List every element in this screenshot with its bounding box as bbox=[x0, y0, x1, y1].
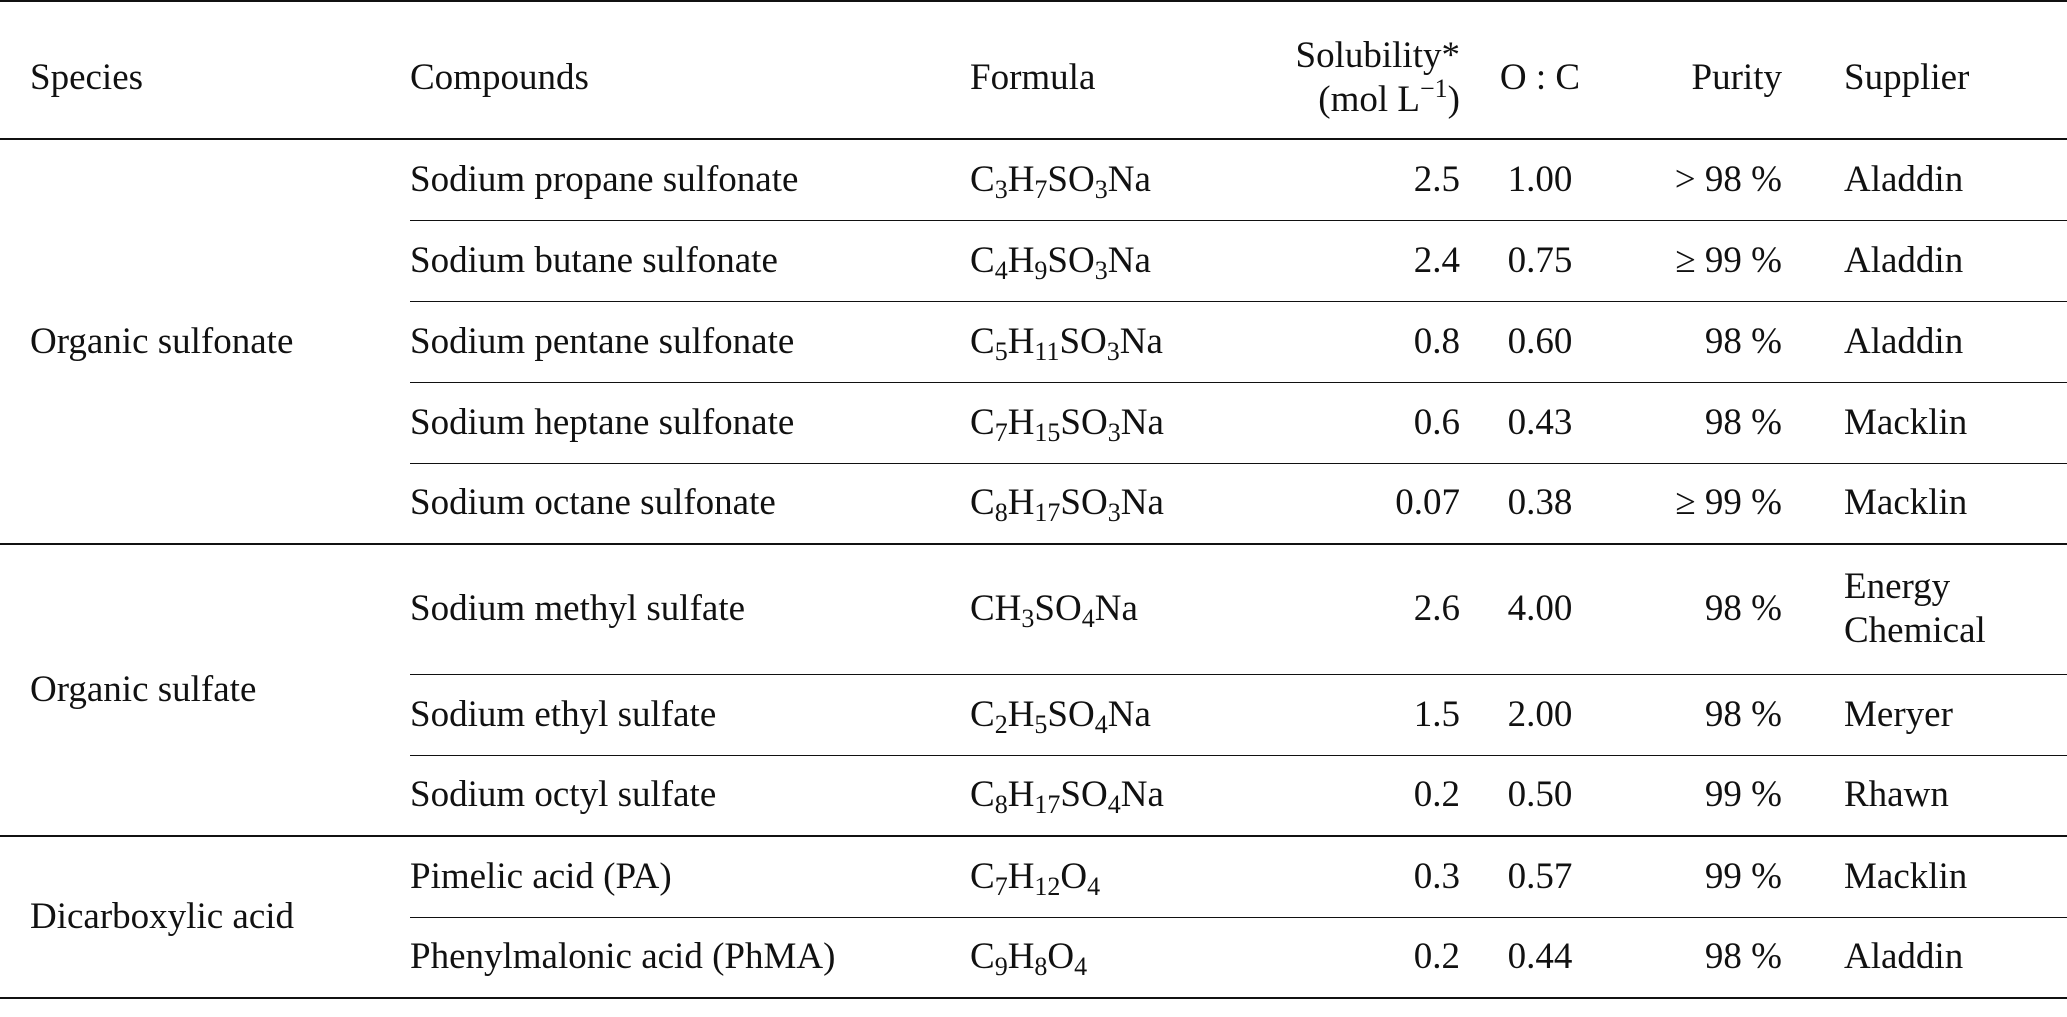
formula-element: Na bbox=[1120, 401, 1164, 443]
species-cell: Organic sulfonate bbox=[30, 320, 294, 362]
oc-ratio-cell: 0.60 bbox=[1460, 301, 1620, 382]
formula-subscript: 3 bbox=[1094, 174, 1108, 204]
formula-element: SO bbox=[1060, 401, 1108, 443]
formula-element: H bbox=[1007, 855, 1035, 897]
formula-subscript: 17 bbox=[1034, 498, 1061, 528]
formula-element: C bbox=[970, 936, 995, 978]
formula-subscript: 15 bbox=[1034, 417, 1061, 447]
formula-element: SO bbox=[1034, 588, 1082, 630]
oc-ratio-cell: 1.00 bbox=[1507, 158, 1573, 200]
formula-subscript: 8 bbox=[1034, 952, 1048, 982]
compound-cell: Sodium octane sulfonate bbox=[410, 463, 970, 544]
supplier-cell: Aladdin bbox=[1782, 301, 2067, 382]
purity-cell: 98 % bbox=[1620, 917, 1782, 998]
formula-element: SO bbox=[1060, 774, 1108, 816]
oc-ratio-cell: 4.00 bbox=[1507, 588, 1573, 630]
formula-cell bbox=[970, 301, 1260, 382]
formula-element: H bbox=[1007, 401, 1035, 443]
table-row bbox=[0, 139, 2067, 220]
formula-element: SO bbox=[1047, 158, 1095, 200]
supplier-cell: Rhawn bbox=[1782, 755, 2067, 836]
formula-subscript: 8 bbox=[994, 790, 1008, 820]
formula-subscript: 5 bbox=[994, 336, 1008, 366]
formula-element: SO bbox=[1060, 482, 1108, 524]
solubility-cell: 0.8 bbox=[1260, 301, 1460, 382]
formula-element: C bbox=[970, 482, 995, 524]
formula-element: H bbox=[1007, 482, 1035, 524]
solubility-cell: 0.2 bbox=[1260, 917, 1460, 998]
header-row bbox=[0, 1, 2067, 139]
header-solubility bbox=[1260, 1, 1460, 139]
supplier-cell: Aladdin bbox=[1782, 220, 2067, 301]
purity-cell: 99 % bbox=[1704, 855, 1782, 897]
oc-ratio-cell: 0.50 bbox=[1460, 755, 1620, 836]
formula-subscript: 4 bbox=[1107, 790, 1121, 820]
supplier-cell: Macklin bbox=[1782, 382, 2067, 463]
formula-element: SO bbox=[1059, 320, 1107, 362]
formula-element: O bbox=[1060, 855, 1088, 897]
formula-element: C bbox=[970, 158, 995, 200]
solubility-cell: 1.5 bbox=[1260, 674, 1460, 755]
formula-element: Na bbox=[1120, 482, 1164, 524]
formula-element: H bbox=[1007, 936, 1035, 978]
solubility-cell: 0.3 bbox=[1413, 855, 1460, 897]
formula-element: C bbox=[970, 239, 995, 281]
solubility-cell: 0.6 bbox=[1260, 382, 1460, 463]
formula-element: CH bbox=[970, 588, 1022, 630]
formula-element: C bbox=[970, 401, 995, 443]
formula-subscript: 7 bbox=[994, 417, 1008, 447]
formula-subscript: 9 bbox=[1034, 255, 1048, 285]
formula-subscript: 4 bbox=[1094, 709, 1108, 739]
supplier-cell: Aladdin bbox=[1782, 917, 2067, 998]
formula-cell bbox=[970, 139, 1260, 220]
formula-cell bbox=[970, 220, 1260, 301]
compound-cell: Sodium butane sulfonate bbox=[410, 220, 970, 301]
formula-element: H bbox=[1007, 774, 1035, 816]
formula-element: SO bbox=[1047, 239, 1095, 281]
oc-ratio-cell: 0.75 bbox=[1460, 220, 1620, 301]
compound-cell: Phenylmalonic acid (PhMA) bbox=[410, 917, 970, 998]
formula-element: Na bbox=[1107, 158, 1151, 200]
purity-cell: ≥ 99 % bbox=[1620, 220, 1782, 301]
formula-subscript: 3 bbox=[994, 174, 1008, 204]
table-row bbox=[0, 544, 2067, 674]
formula-subscript: 9 bbox=[994, 952, 1008, 982]
formula-cell bbox=[970, 836, 1260, 917]
purity-cell: 98 % bbox=[1620, 382, 1782, 463]
purity-cell: > 98 % bbox=[1674, 158, 1782, 200]
formula-cell bbox=[970, 755, 1260, 836]
formula-subscript: 7 bbox=[994, 871, 1008, 901]
formula-element: H bbox=[1007, 239, 1035, 281]
formula-subscript: 4 bbox=[1087, 871, 1101, 901]
formula-element: SO bbox=[1047, 693, 1095, 735]
formula-subscript: 3 bbox=[1021, 604, 1035, 634]
formula-element: Na bbox=[1119, 320, 1163, 362]
table-row bbox=[0, 836, 2067, 917]
formula-cell bbox=[970, 917, 1260, 998]
purity-cell: 98 % bbox=[1620, 674, 1782, 755]
supplier-line: Energy bbox=[1844, 566, 1951, 608]
formula-element: Na bbox=[1120, 774, 1164, 816]
formula-element: Na bbox=[1107, 239, 1151, 281]
supplier-cell: Meryer bbox=[1782, 674, 2067, 755]
formula-subscript: 4 bbox=[994, 255, 1008, 285]
header-purity: Purity bbox=[1691, 57, 1782, 98]
compound-cell: Sodium heptane sulfonate bbox=[410, 382, 970, 463]
supplier-line: Chemical bbox=[1844, 610, 1986, 652]
header-formula: Formula bbox=[970, 57, 1096, 98]
compound-cell: Sodium ethyl sulfate bbox=[410, 674, 970, 755]
formula-element: H bbox=[1007, 693, 1035, 735]
formula-subscript: 4 bbox=[1074, 952, 1088, 982]
formula-subscript: 4 bbox=[1081, 604, 1095, 634]
formula-cell bbox=[970, 382, 1260, 463]
formula-subscript: 3 bbox=[1107, 498, 1121, 528]
supplier-cell: Aladdin bbox=[1844, 158, 1964, 200]
oc-ratio-cell: 0.38 bbox=[1460, 463, 1620, 544]
supplier-cell: Macklin bbox=[1844, 855, 1968, 897]
formula-subscript: 11 bbox=[1034, 336, 1060, 366]
oc-ratio-cell: 0.57 bbox=[1507, 855, 1573, 897]
solubility-cell: 0.2 bbox=[1260, 755, 1460, 836]
purity-cell: 98 % bbox=[1620, 301, 1782, 382]
header-species: Species bbox=[30, 57, 144, 98]
formula-element: C bbox=[970, 855, 995, 897]
formula-cell bbox=[970, 463, 1260, 544]
formula-subscript: 12 bbox=[1034, 871, 1061, 901]
solubility-cell: 2.5 bbox=[1413, 158, 1460, 200]
formula-element: Na bbox=[1094, 588, 1138, 630]
formula-subscript: 3 bbox=[1107, 417, 1121, 447]
purity-cell: 99 % bbox=[1620, 755, 1782, 836]
species-cell: Organic sulfate bbox=[30, 669, 257, 710]
formula-element: C bbox=[970, 774, 995, 816]
table-body bbox=[0, 139, 2067, 998]
formula-subscript: 8 bbox=[994, 498, 1008, 528]
formula-element: C bbox=[970, 693, 995, 735]
solubility-cell: 2.6 bbox=[1413, 588, 1460, 630]
compound-cell: Sodium methyl sulfate bbox=[410, 588, 746, 630]
supplier-cell: Macklin bbox=[1782, 463, 2067, 544]
formula-element: H bbox=[1007, 158, 1035, 200]
compound-cell: Sodium octyl sulfate bbox=[410, 755, 970, 836]
formula-cell bbox=[970, 674, 1260, 755]
oc-ratio-cell: 0.43 bbox=[1460, 382, 1620, 463]
oc-ratio-cell: 2.00 bbox=[1460, 674, 1620, 755]
header-solubility-label: Solubility* bbox=[1295, 35, 1460, 76]
header-compounds: Compounds bbox=[410, 57, 589, 98]
supplier-cell bbox=[1782, 544, 2067, 674]
formula-subscript: 2 bbox=[994, 709, 1008, 739]
purity-cell: 98 % bbox=[1704, 588, 1782, 630]
formula-subscript: 3 bbox=[1106, 336, 1120, 366]
compound-cell: Sodium propane sulfonate bbox=[410, 158, 799, 200]
compound-cell: Sodium pentane sulfonate bbox=[410, 301, 970, 382]
species-cell: Dicarboxylic acid bbox=[30, 896, 295, 937]
header-supplier: Supplier bbox=[1844, 57, 1970, 98]
compound-cell: Pimelic acid (PA) bbox=[410, 855, 672, 897]
formula-subscript: 17 bbox=[1034, 790, 1061, 820]
formula-cell bbox=[970, 544, 1260, 674]
header-solubility-unit: (mol $L^{-1}$) bbox=[1318, 74, 1460, 120]
solubility-cell: 2.4 bbox=[1260, 220, 1460, 301]
formula-subscript: 5 bbox=[1034, 709, 1048, 739]
solubility-cell: 0.07 bbox=[1260, 463, 1460, 544]
formula-element: Na bbox=[1107, 693, 1151, 735]
oc-ratio-cell: 0.44 bbox=[1460, 917, 1620, 998]
formula-element: H bbox=[1007, 320, 1035, 362]
formula-element: C bbox=[970, 320, 995, 362]
formula-subscript: 3 bbox=[1094, 255, 1108, 285]
formula-subscript: 7 bbox=[1034, 174, 1048, 204]
header-oc-ratio: O : C bbox=[1499, 57, 1581, 98]
formula-element: O bbox=[1047, 936, 1075, 978]
purity-cell: ≥ 99 % bbox=[1620, 463, 1782, 544]
